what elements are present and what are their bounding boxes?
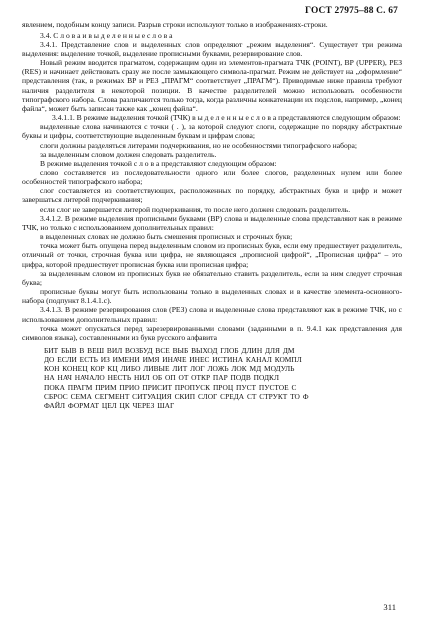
reserved-words-line: КОН КОНЕЦ КОР КЦ ЛИБО ЛИВЫЕ ЛИТ ЛОГ ЛОЖЬ ЛОК МД МОДУЛЬ xyxy=(44,364,295,374)
reserved-words-line: СБРОС СЕМА СЕГМЕНТ СИТУАЦИЯ СКИП СЛОГ СРЕДА СТ СТРУКТ ТО Ф xyxy=(44,391,309,401)
running-header: ГОСТ 27975–88 С. 67 xyxy=(305,6,398,16)
paragraph: 3.4.1. Представление слов и выделенных слов определяют „режим выделения“. Существует три режима выделения: выделение точкой, выделение прописными буквами, резервирование слов. xyxy=(22,39,402,58)
document-body xyxy=(22,20,402,410)
reserved-words-line: ФАЙЛ ФОРМАТ ЦЕЛ ЦК ЧЕРЕЗ ШАГ xyxy=(44,400,175,410)
page-number: 311 xyxy=(383,602,396,612)
paragraph: слог составляется из соответствующих, расположенных по порядку, абстрактных букв и цифр и может завершаться литерой подчеркивания; xyxy=(22,186,402,205)
paragraph: за выделенным словом должен следовать разделитель. xyxy=(40,149,217,159)
reserved-words-line: ДО ЕСЛИ ЕСТЬ ИЗ ИМЕНИ ИМЯ ИНАЧЕ ИНЕС ИСТИНА КАНАЛ КОМПЛ xyxy=(44,355,302,365)
paragraph: за выделенным словом из прописных букв не обязательно ставить разделитель, если за ним следует строчная буква; xyxy=(22,268,402,287)
paragraph: 3.4. С л о в а и в ы д е л е н н ы е с л о в а xyxy=(40,30,173,40)
reserved-words-line: НА НАЧ НАЧАЛО НЕСТЬ НИЛ ОБ ОП ОТ ОТКР ПАР ПОДВ ПОДКЛ xyxy=(44,373,279,383)
paragraph: 3.4.1.1. В режиме выделения точкой (ТЧК) в ы д е л е н н ы е с л о в а представляются следующим образом: xyxy=(52,113,401,123)
paragraph: выделенные слова начинаются с точки ( . ), за которой следуют слоги, содержащие по порядку абстрактные буквы и цифры, соответствующие выделенным буквам и цифрам слова; xyxy=(22,122,402,141)
paragraph: прописные буквы могут быть использованы только в выделенных словах и в качестве элемента-основного-набора (подпункт 8.1.4.1.с). xyxy=(22,287,402,306)
reserved-words-block xyxy=(44,346,402,410)
paragraph: в выделенных словах не должно быть смешения прописных и строчных букв; xyxy=(40,232,293,242)
paragraph: если слог не завершается литерой подчеркивания, то после него должен следовать разделитель. xyxy=(40,204,351,214)
paragraph: точка может опускаться перед зарезервированными словами (заданными в п. 9.4.1 как представления для символов языка), составленными из букв русского алфавита xyxy=(22,323,402,342)
paragraph: явлением, подобным концу записи. Разрыв строки используют только в изображениях-строки. xyxy=(22,20,328,29)
reserved-words-line: ПОКА ПРАГМ ПРИМ ПРИО ПРИСИТ ПРОПУСК ПРОЦ ПУСТ ПУСТОЕ С xyxy=(44,382,297,392)
paragraph: слово составляется из последовательности одного или более слогов, разделенных нулем или более особенностей типографского набора; xyxy=(22,168,402,187)
paragraph: В режиме выделения точкой с л о в а представляют следующим образом: xyxy=(40,158,277,168)
paragraph: 3.4.1.2. В режиме выделения прописными буквами (ВР) слова и выделенные слова представляют как в режиме ТЧК, но только с использованием дополнительных правил: xyxy=(22,213,402,232)
paragraph: слоги должны разделяться литерами подчеркивания, но не особенностями типографского набора; xyxy=(40,140,358,150)
paragraph: Новый режим вводится прагматом, содержащим один из элементов-прагмата ТЧК (POINT), ВР (UPPER), РЕЗ (RES) и начинает действовать сразу же после замыкающего символа-прагмат. Режим не действует на „оформление“ представления (так, в режимах ВР и РЕЗ „ПРАГМ“ соответствует „ПРАГМ“). Приводимые ниже правила требуют наличия разделителя в некоторой позиции. В качестве разделителей можно использовать особенности типографского набора. Слова различаются только тогда, когда различны конкатенации их подслов, например, „конец файла“, может быть записан также как „конец файла“. xyxy=(22,58,402,113)
paragraph: точка может быть опущена перед выделенным словом из прописных букв, если ему предшествует разделитель, отличный от точки, строчная буква или цифра, не являющаяся „прописной цифрой“, „Прописная цифра“ – это цифра, которой предшествует прописная буква или прописная цифра; xyxy=(22,241,402,269)
reserved-words-line: БИТ БЫВ В ВЕШ ВИЛ ВОЗБУД ВСЕ ВЫБ ВЫХОД ГЛОБ ДЛИН ДЛЯ ДМ xyxy=(44,345,295,355)
paragraph: 3.4.1.3. В режиме резервирования слов (РЕЗ) слова и выделенные слова представляют как в режиме ТЧК, но с использованием дополнительных правил: xyxy=(22,305,402,324)
